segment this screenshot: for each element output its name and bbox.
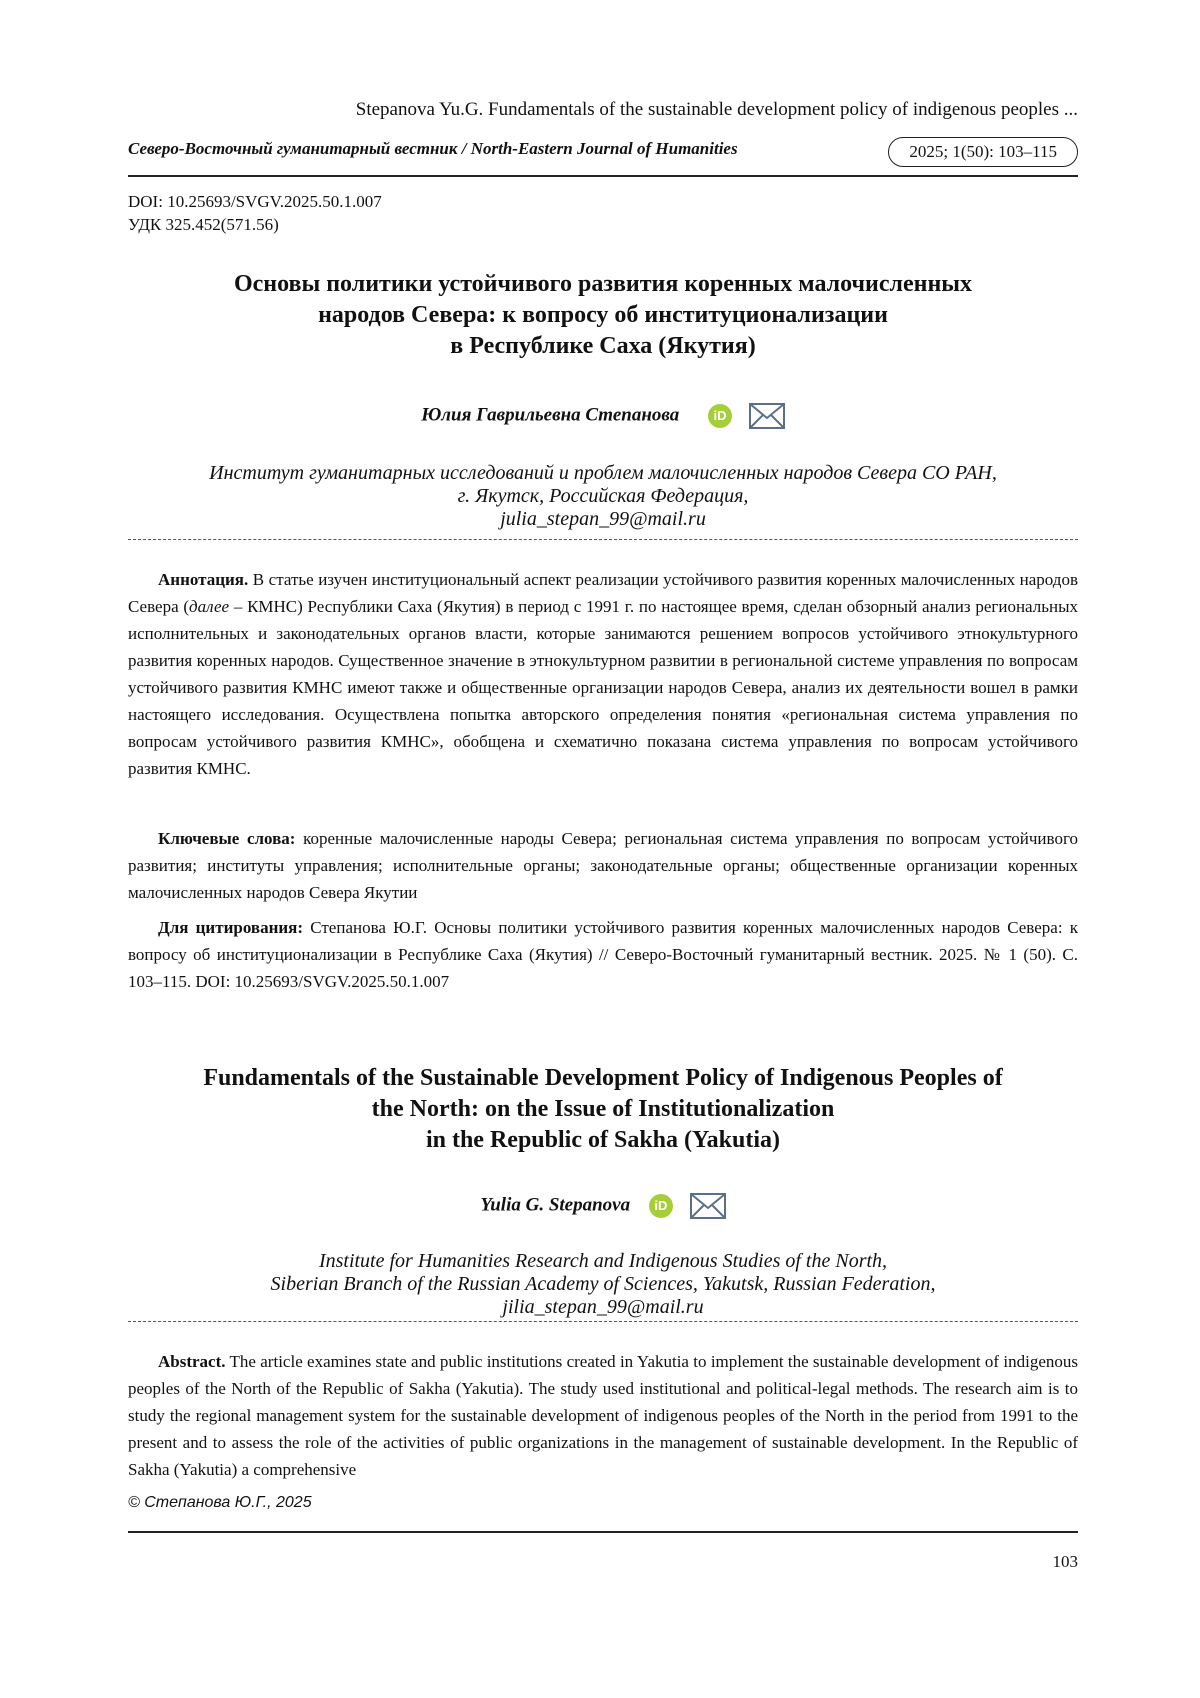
- title-en-line: Fundamentals of the Sustainable Development Policy of Indigenous Peoples of: [203, 1065, 1003, 1091]
- author-name-en: Yulia G. Stepanova: [480, 1194, 631, 1216]
- mail-icon[interactable]: [749, 403, 785, 429]
- affiliation-en: [128, 1250, 1078, 1319]
- annotation-text: В статье изучен институциональный аспект реализации устойчивого развития коренных малочисленных народов Севера (: [128, 570, 1078, 616]
- author-email-en[interactable]: jilia_stepan_99@mail.ru: [502, 1296, 704, 1318]
- abstract-text: The article examines state and public institutions created in Yakutia to implement the sustainable development of indigenous peoples of the North of the Republic of Sakha (Yakutia). The study used institutional and political-legal methods. The research aim is to study the regional management system for the sustainable development of indigenous peoples of the North in the period from 1991 to the present and to assess the role of the activities of public organizations in the management of sustainable development. In the Republic of Sakha (Yakutia) a comprehensive: [128, 1352, 1078, 1479]
- journal-header: [128, 137, 1078, 177]
- annotation-text-cont: – КМНС) Республики Саха (Якутия) в период с 1991 г. по настоящее время, сделан обзорный анализ региональных исполнительных и законодательных органов власти, которые занимаются решением вопросов устойчивого этнокультурного развития коренных народов. Существенное значение в этнокультурном развитии в региональной системе управления по вопросам устойчивого развития КМНС имеют также и общественные организации народов Севера, анализ их деятельности вошел в рамки настоящего исследования. Осуществлена попытка авторского определения понятия «региональная система управления по вопросам устойчивого развития КМНС», обобщена и схематично показана система управления по вопросам устойчивого развития КМНС.: [128, 597, 1078, 778]
- footer-rule: [128, 1531, 1078, 1533]
- journal-name: Северо-Восточный гуманитарный вестник / North-Eastern Journal of Humanities: [128, 139, 738, 158]
- orcid-icon[interactable]: iD: [649, 1194, 673, 1218]
- orcid-icon[interactable]: iD: [708, 404, 732, 428]
- page-number: 103: [1052, 1552, 1078, 1571]
- author-ru: [128, 400, 1078, 430]
- keywords-text: коренные малочисленные народы Севера; региональная система управления по вопросам устойчивого развития; институты управления; исполнительные органы; законодательные органы; общественные организации коренных малочисленных народов Севера Якутии: [128, 829, 1078, 902]
- affiliation-ru-line: Институт гуманитарных исследований и проблем малочисленных народов Севера СО РАН,: [209, 462, 997, 484]
- title-en-line: the North: on the Issue of Institutionalization: [371, 1096, 835, 1122]
- affiliation-en-line: Institute for Humanities Research and Indigenous Studies of the North,: [318, 1250, 888, 1272]
- citation-text: Степанова Ю.Г. Основы политики устойчивого развития коренных малочисленных народов Севера: к вопросу об институционализации в Республике Саха (Якутия) // Северо-Восточный гуманитарный вестник. 2025. № 1 (50). С. 103–115. DOI: 10.25693/SVGV.2025.50.1.007: [128, 918, 1079, 991]
- citation-label: Для цитирования:: [158, 918, 304, 937]
- affiliation-ru: [128, 462, 1078, 531]
- title-ru-line: Основы политики устойчивого развития коренных малочисленных: [233, 271, 973, 297]
- issue-badge: 2025; 1(50): 103–115: [888, 137, 1078, 167]
- affiliation-ru-line: г. Якутск, Российская Федерация,: [457, 485, 749, 507]
- doi: DOI: 10.25693/SVGV.2025.50.1.007: [128, 192, 382, 211]
- mail-icon[interactable]: [690, 1193, 726, 1219]
- copyright: © Степанова Ю.Г., 2025: [128, 1494, 312, 1511]
- dashed-divider: [128, 539, 1078, 540]
- abstract-label: Abstract.: [158, 1352, 226, 1371]
- annotation-italic: далее: [189, 597, 230, 616]
- annotation: [128, 566, 1078, 782]
- running-title: Stepanova Yu.G. Fundamentals of the sustainable development policy of indigenous peoples ...: [355, 99, 1078, 120]
- title-ru: [128, 269, 1078, 362]
- author-name-ru: Юлия Гаврильевна Степанова: [421, 404, 680, 426]
- keywords-label: Ключевые слова:: [158, 829, 296, 848]
- author-email-ru[interactable]: julia_stepan_99@mail.ru: [500, 508, 706, 530]
- title-ru-line: народов Севера: к вопросу об институционализации: [318, 302, 888, 328]
- author-en: [128, 1190, 1078, 1220]
- citation: [128, 914, 1078, 995]
- title-ru-line: в Республике Саха (Якутия): [450, 333, 756, 359]
- affiliation-en-line: Siberian Branch of the Russian Academy of Sciences, Yakutsk, Russian Federation,: [270, 1273, 936, 1295]
- keywords: [128, 825, 1078, 906]
- article-identifiers: [128, 190, 382, 236]
- annotation-label: Аннотация.: [158, 570, 249, 589]
- title-en-line: in the Republic of Sakha (Yakutia): [425, 1127, 781, 1153]
- udk: УДК 325.452(571.56): [128, 215, 279, 234]
- title-en: [128, 1063, 1078, 1156]
- abstract: [128, 1348, 1078, 1483]
- dashed-divider: [128, 1321, 1078, 1322]
